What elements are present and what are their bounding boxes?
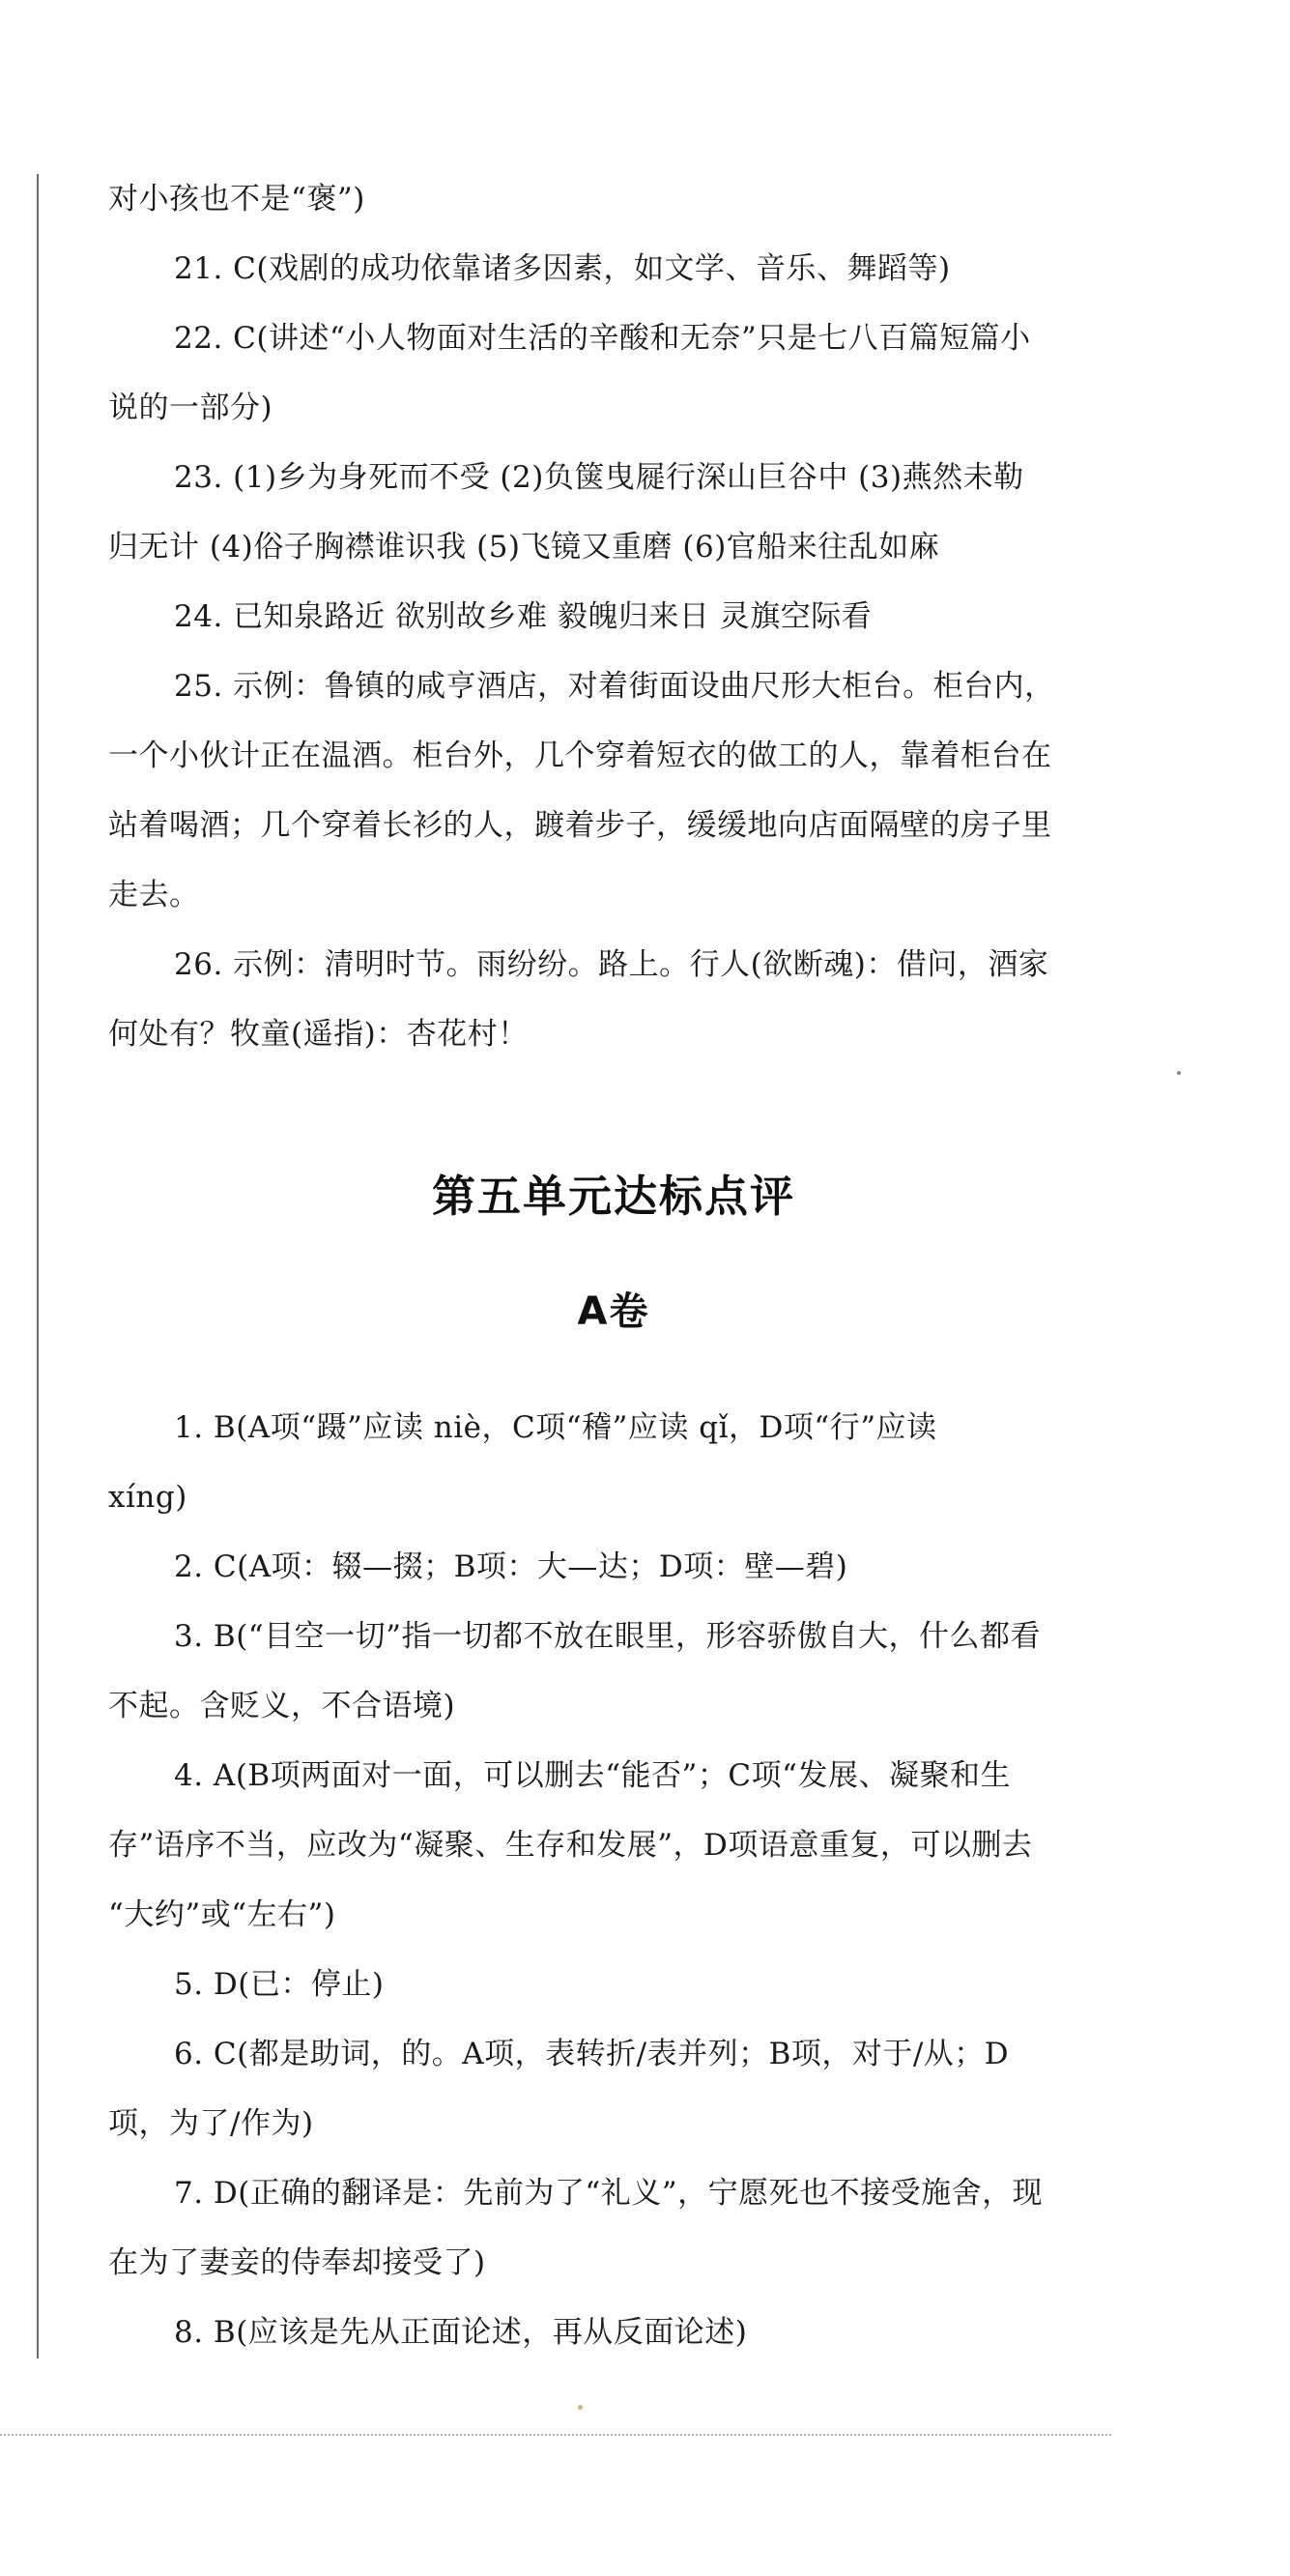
answer-line: 2. C(A项：辍—掇；B项：大—达；D项：壁—碧) [174, 1549, 848, 1584]
answer-line: 1. B(A项“蹑”应读 niè，C项“稽”应读 qǐ，D项“行”应读 [174, 1410, 937, 1445]
answer-line: 3. B(“目空一切”指一切都不放在眼里，形容骄傲自大，什么都看 [174, 1619, 1041, 1654]
answer-line: 25. 示例：鲁镇的咸亨酒店，对着街面设曲尺形大柜台。柜台内， [174, 669, 1055, 704]
answer-line: 何处有？牧童(遥指)：杏花村！ [108, 1017, 529, 1052]
answer-line: 不起。含贬义，不合语境) [108, 1689, 456, 1723]
answer-line: 23. (1)乡为身死而不受 (2)负箧曳屣行深山巨谷中 (3)燕然未勒 [174, 460, 1024, 495]
answer-line: 6. C(都是助词，的。A项，表转折/表并列；B项，对于/从；D [174, 2037, 1010, 2071]
answer-line: 22. C(讲述“小人物面对生活的辛酸和无奈”只是七八百篇短篇小 [174, 321, 1031, 356]
answer-line: 5. D(已：停止) [174, 1967, 385, 2002]
answer-line: 走去。 [108, 878, 200, 912]
answer-line: 4. A(B项两面对一面，可以删去“能否”；C项“发展、凝聚和生 [174, 1758, 1011, 1793]
section-title: 第五单元达标点评 [431, 1171, 795, 1222]
bottom-dotted-rule [0, 2434, 1111, 2436]
answer-line: 说的一部分) [108, 391, 273, 425]
answer-line: 24. 已知泉路近 欲别故乡难 毅魄归来日 灵旗空际看 [174, 599, 873, 634]
answer-line: 一个小伙计正在温酒。柜台外，几个穿着短衣的做工的人，靠着柜台在 [108, 738, 1052, 773]
answer-line: “大约”或“左右”) [108, 1897, 336, 1932]
answer-line: 21. C(戏剧的成功依靠诸多因素，如文学、音乐、舞蹈等) [174, 251, 951, 286]
answer-line: xíng) [108, 1480, 187, 1515]
answer-line: 归无计 (4)俗子胸襟谁识我 (5)飞镜又重磨 (6)官船来往乱如麻 [108, 530, 940, 564]
scan-speck [1177, 1071, 1181, 1075]
scan-speck [578, 2405, 583, 2410]
answer-line: 存”语序不当，应改为“凝聚、生存和发展”，D项语意重复，可以删去 [108, 1828, 1033, 1863]
answer-line: 8. B(应该是先从正面论述，再从反面论述) [174, 2315, 748, 2350]
answer-line: 26. 示例：清明时节。雨纷纷。路上。行人(欲断魂)：借问，酒家 [174, 947, 1049, 982]
subsection-title: A卷 [577, 1289, 650, 1334]
answer-line: 项，为了/作为) [108, 2106, 314, 2141]
answer-line: 站着喝酒；几个穿着长衫的人，踱着步子，缓缓地向店面隔壁的房子里 [108, 808, 1052, 843]
answer-line: 对小孩也不是“褒”) [108, 182, 365, 217]
answer-line: 在为了妻妾的侍奉却接受了) [108, 2245, 486, 2280]
answer-line: 7. D(正确的翻译是：先前为了“礼义”，宁愿死也不接受施舍，现 [174, 2176, 1044, 2211]
left-margin-rule [37, 174, 39, 2359]
